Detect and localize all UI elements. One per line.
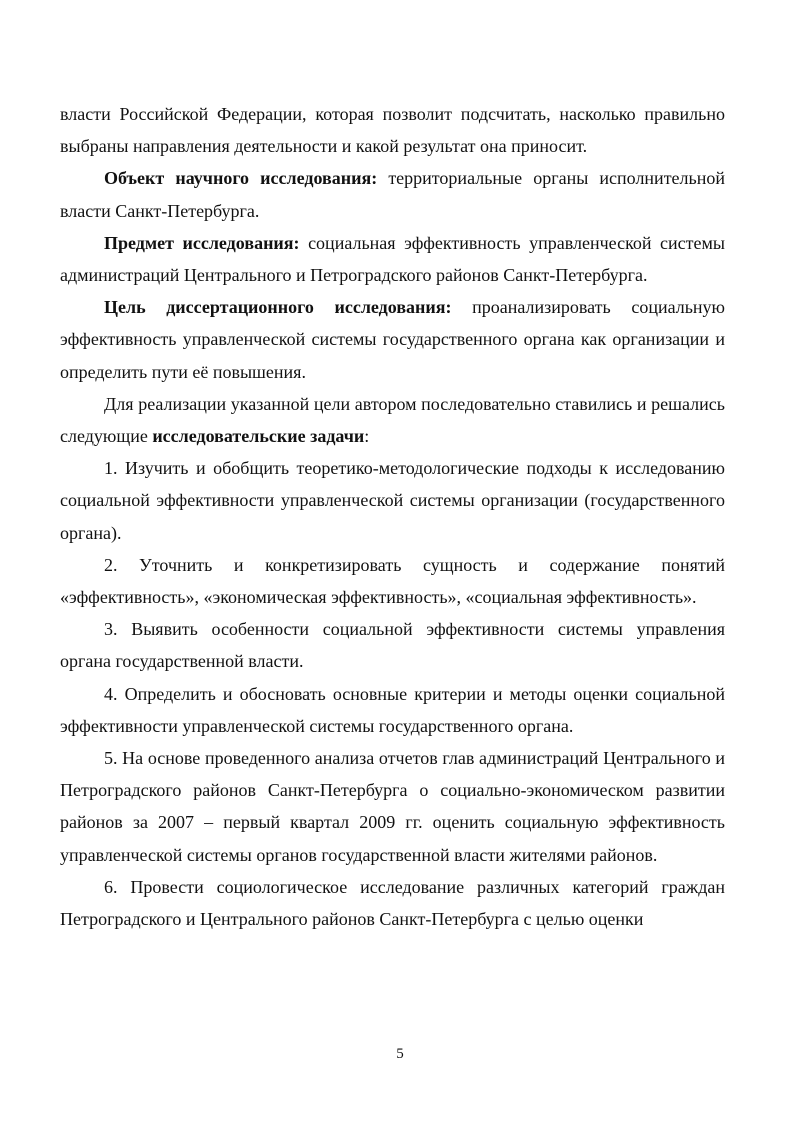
paragraph-label: Объект научного исследования: [104,168,378,189]
paragraph-text: власти Российской Федерации, которая позволит подсчитать, насколько правильно выбраны направления деятельности и какой результат она приносит. [60,104,725,157]
task-text: 6. Провести социологическое исследование различных категорий граждан Петроградского и Центрального районов Санкт-Петербурга с целью оценки [60,876,725,930]
task-text: 5. На основе проведенного анализа отчетов глав администраций Центрального и Петроградского районов Санкт-Петербурга о социально-экономическом развитии районов за 2007 – первый квартал 2009 гг. оценить социальную эффективность управленческой системы органов государственной власти жителями районов. [60,748,725,865]
paragraph-text: : [364,426,370,447]
paragraph-label: Предмет исследования: [104,232,300,253]
task-item-2 [60,549,725,613]
document-page [60,98,725,935]
paragraph-text: социальная эффективность управленческой системы администраций Центрального и Петроградского районов Санкт-Петербурга. [60,232,726,286]
paragraph-label: исследовательские задачи [152,426,365,447]
paragraph-text: территориальные органы исполнительной власти Санкт-Петербурга. [60,168,726,221]
task-item-5 [60,742,725,871]
task-item-3 [60,613,725,677]
paragraph-label: Цель диссертационного исследования: [104,297,452,318]
task-text: 2. Уточнить и конкретизировать сущность и содержание понятий «эффективность», «экономическая эффективность», «социальная эффективность». [60,554,725,608]
task-item-4 [60,678,725,742]
paragraph-text: проанализировать социальную эффективность управленческой системы государственного органа как организации и определить пути её повышения. [60,297,726,382]
paragraph-text: Для реализации указанной цели автором последовательно ставились и решались следующие [60,393,725,447]
task-text: 3. Выявить особенности социальной эффективности системы управления органа государственной власти. [60,619,725,672]
task-item-6 [60,871,725,935]
task-text: 4. Определить и обосновать основные критерии и методы оценки социальной эффективности управленческой системы государственного органа. [60,683,725,736]
task-text: 1. Изучить и обобщить теоретико-методологические подходы к исследованию социальной эффективности управленческой системы организации (государственного органа). [60,458,725,543]
paragraph-research-object [60,162,725,226]
paragraph-research-goal [60,291,725,388]
paragraph-research-subject [60,227,725,291]
page-number: 5 [396,1046,404,1062]
paragraph-continuation [60,98,725,162]
paragraph-tasks-intro [60,388,725,452]
task-item-1 [60,452,725,549]
